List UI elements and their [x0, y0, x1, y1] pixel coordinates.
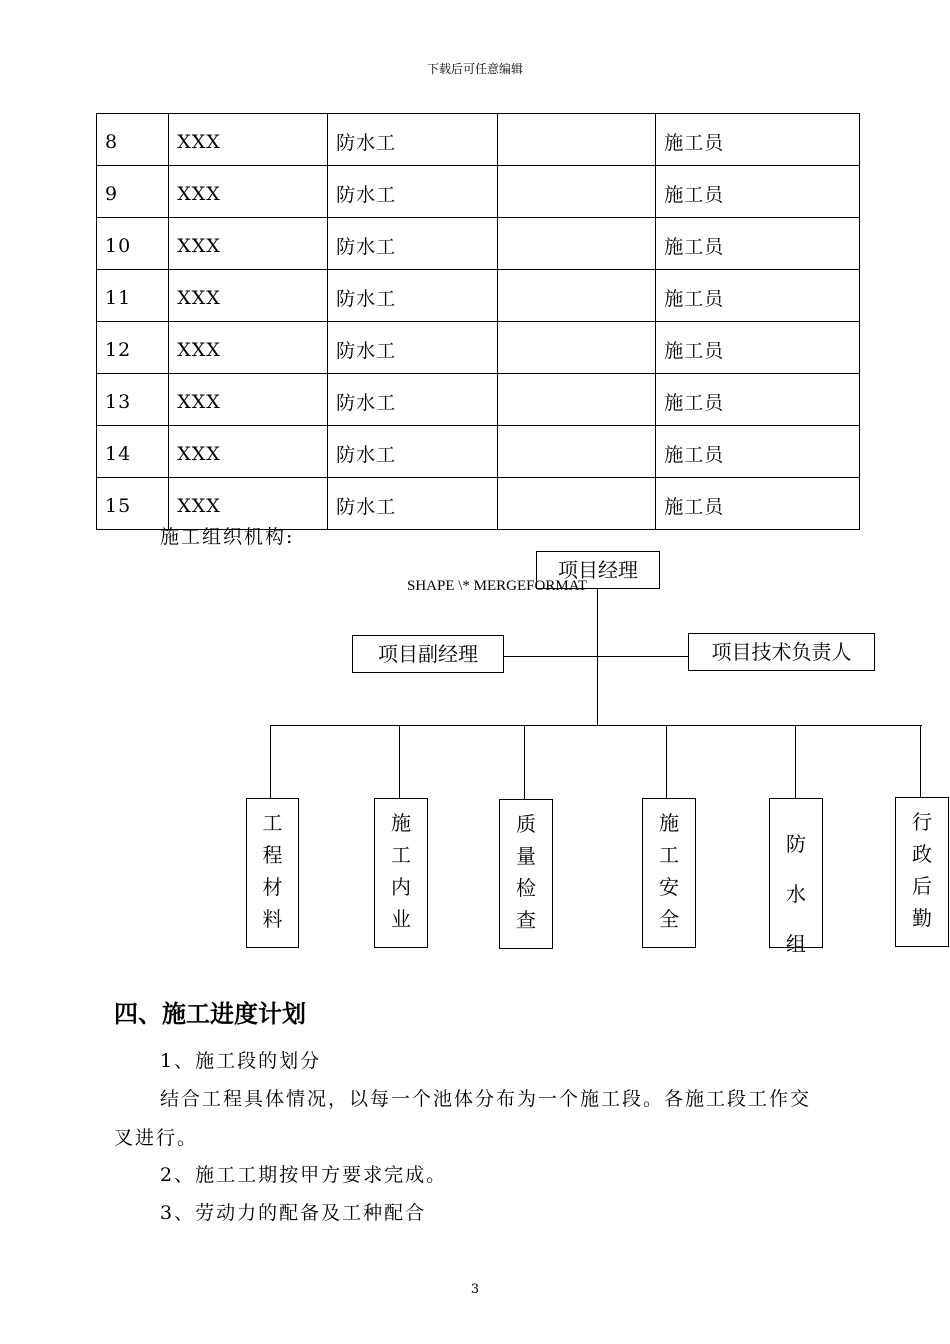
department-char: 料: [262, 907, 283, 931]
org-box-department: [374, 798, 428, 948]
cell-note: [498, 114, 656, 166]
department-char: 安: [659, 875, 679, 899]
cell-trade: 防水工: [328, 478, 498, 530]
field-code-text: SHAPE \* MERGEFORMAT: [407, 578, 588, 594]
page-header: 下载后可任意编辑: [426, 62, 523, 76]
cell-trade: 防水工: [328, 218, 498, 270]
cell-trade: 防水工: [328, 426, 498, 478]
cell-trade: 防水工: [328, 374, 498, 426]
paragraph-2: 结合工程具体情况，以每一个池体分布为一个施工段。各施工段工作交: [160, 1088, 812, 1110]
org-structure-label: 施工组织机构:: [160, 526, 295, 548]
cell-number: 8: [97, 114, 169, 166]
cell-name: XXX: [169, 218, 328, 270]
cell-role: 施工员: [656, 322, 860, 374]
cell-note: [498, 426, 656, 478]
department-char: 程: [262, 843, 283, 867]
cell-number: 13: [97, 374, 169, 426]
cell-note: [498, 374, 656, 426]
table-row: [97, 426, 860, 478]
table-row: [97, 166, 860, 218]
connector-line: [795, 725, 796, 798]
section-title: 四、施工进度计划: [114, 1000, 306, 1028]
department-char: 内: [391, 875, 411, 899]
department-char: 防: [786, 832, 806, 856]
cell-note: [498, 166, 656, 218]
cell-role: 施工员: [656, 478, 860, 530]
org-box-technical-lead: 项目技术负责人: [688, 633, 875, 671]
cell-trade: 防水工: [328, 114, 498, 166]
org-box-department: [499, 799, 553, 949]
connector-line: [270, 725, 922, 726]
org-box-department: [895, 797, 949, 947]
paragraph-5: 3、劳动力的配备及工种配合: [160, 1202, 427, 1224]
paragraph-4: 2、施工工期按甲方要求完成。: [160, 1164, 448, 1186]
department-char: 质: [516, 812, 536, 836]
org-box-department: [642, 798, 696, 948]
table-row: [97, 114, 860, 166]
department-char: 业: [391, 907, 411, 931]
cell-number: 15: [97, 478, 169, 530]
cell-number: 11: [97, 270, 169, 322]
cell-note: [498, 478, 656, 530]
department-char: 行: [912, 810, 932, 834]
org-box-project-manager: 项目经理: [536, 551, 660, 589]
department-char: 工: [659, 843, 679, 867]
table-row: [97, 374, 860, 426]
personnel-table: [96, 113, 860, 530]
department-char: 全: [659, 907, 679, 931]
cell-number: 14: [97, 426, 169, 478]
cell-number: 9: [97, 166, 169, 218]
department-char: 组: [786, 932, 806, 956]
cell-note: [498, 322, 656, 374]
paragraph-1: 1、施工段的划分: [160, 1050, 322, 1072]
cell-role: 施工员: [656, 114, 860, 166]
cell-trade: 防水工: [328, 270, 498, 322]
department-char: 查: [516, 908, 536, 932]
department-char: 水: [786, 882, 806, 906]
cell-role: 施工员: [656, 426, 860, 478]
page-number: 3: [470, 1282, 480, 1297]
connector-line: [666, 725, 667, 798]
cell-name: XXX: [169, 426, 328, 478]
connector-line: [920, 725, 921, 797]
department-char: 政: [912, 842, 932, 866]
cell-name: XXX: [169, 478, 328, 530]
cell-trade: 防水工: [328, 166, 498, 218]
department-char: 工: [391, 843, 411, 867]
department-char: 勤: [912, 906, 932, 930]
connector-line: [504, 656, 688, 657]
cell-name: XXX: [169, 374, 328, 426]
department-char: 材: [262, 875, 283, 899]
department-char: 施: [391, 811, 411, 835]
connector-line: [597, 589, 598, 726]
cell-role: 施工员: [656, 218, 860, 270]
cell-role: 施工员: [656, 166, 860, 218]
cell-name: XXX: [169, 270, 328, 322]
cell-name: XXX: [169, 114, 328, 166]
department-char: 工: [262, 811, 283, 835]
department-char: 施: [659, 811, 679, 835]
connector-line: [270, 725, 271, 798]
connector-line: [524, 725, 525, 799]
cell-name: XXX: [169, 322, 328, 374]
cell-trade: 防水工: [328, 322, 498, 374]
org-box-department: [769, 798, 823, 956]
table-row: [97, 270, 860, 322]
department-char: 量: [516, 844, 536, 868]
department-char: 检: [516, 876, 536, 900]
org-box-deputy-manager: 项目副经理: [352, 635, 504, 673]
cell-number: 10: [97, 218, 169, 270]
department-char: 后: [912, 874, 932, 898]
cell-name: XXX: [169, 166, 328, 218]
cell-note: [498, 270, 656, 322]
table-row: [97, 322, 860, 374]
cell-role: 施工员: [656, 270, 860, 322]
cell-number: 12: [97, 322, 169, 374]
cell-note: [498, 218, 656, 270]
table-row: [97, 218, 860, 270]
paragraph-3: 叉进行。: [114, 1127, 199, 1149]
cell-role: 施工员: [656, 374, 860, 426]
org-box-department: [246, 798, 299, 948]
connector-line: [399, 725, 400, 798]
